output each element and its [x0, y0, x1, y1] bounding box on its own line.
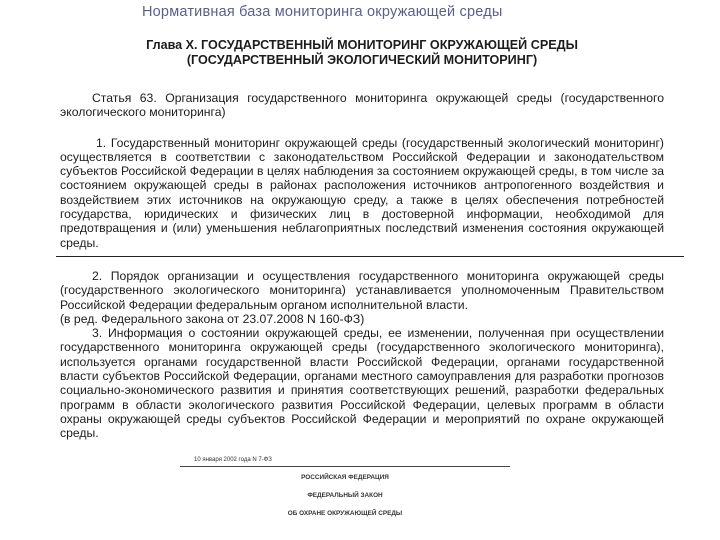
chapter-title: Глава X. ГОСУДАРСТВЕННЫЙ МОНИТОРИНГ ОКРУЖАЮЩЕЙ СРЕДЫ [146, 38, 578, 52]
law-date: 10 января 2002 года N 7-ФЗ [194, 457, 272, 463]
law-excerpt [60, 38, 664, 441]
paragraph-1: 1. Государственный мониторинг окружающей среды (государственный экологический мониторинг) осуществляется в соответствии с законодательством Российской Федерации и законодательством субъектов Российской Федерации в целях наблюдения за состоянием окружающей среды, в том числе за состоянием окружающей среды в районах расположения источников антропогенного воздействия и воздействием этих источников на окружающую среду, а также в целях обеспечения потребностей государства, юридических и физических лиц в достоверной информации, необходимой для предотвращения и (или) уменьшения неблагоприятных последствий изменения состояния окружающей среды. [60, 135, 664, 250]
slide-title: Нормативная база мониторинга окружающей среды [142, 4, 503, 20]
divider [56, 256, 684, 257]
law-title-block [180, 456, 510, 528]
paragraph-2: 2. Порядок организации и осуществления государственного мониторинга окружающей среды (государственного экологического мониторинга) устанавливается уполномоченным Правительством Российской Федерации федеральным органом исполнительной власти. [60, 268, 664, 312]
amendment-note: (в ред. Федерального закона от 23.07.2008 N 160-ФЗ) [60, 311, 365, 326]
article-heading: Статья 63. Организация государственного мониторинга окружающей среды (государственного экологического мониторинга) [60, 91, 664, 120]
law-type: ФЕДЕРАЛЬНЫЙ ЗАКОН [307, 492, 383, 499]
law-name: ОБ ОХРАНЕ ОКРУЖАЮЩЕЙ СРЕДЫ [287, 510, 403, 517]
footer-rule [180, 466, 510, 467]
paragraph-3: 3. Информация о состоянии окружающей среды, ее изменении, полученная при осуществлении государственного мониторинга окружающей среды (государственного экологического мониторинга), используется органами государственной власти Российской Федерации, органами государственной власти субъектов Российской Федерации, органами местного самоуправления для разработки прогнозов социально-экономического развития и принятия соответствующих решений, разработки федеральных программ в области экологического развития Российской Федерации, целевых программ в области охраны окружающей среды субъектов Российской Федерации и мероприятий по охране окружающей среды. [60, 326, 664, 441]
chapter-subtitle: (ГОСУДАРСТВЕННЫЙ ЭКОЛОГИЧЕСКИЙ МОНИТОРИНГ) [186, 52, 538, 67]
country-name: РОССИЙСКАЯ ФЕДЕРАЦИЯ [301, 474, 389, 481]
